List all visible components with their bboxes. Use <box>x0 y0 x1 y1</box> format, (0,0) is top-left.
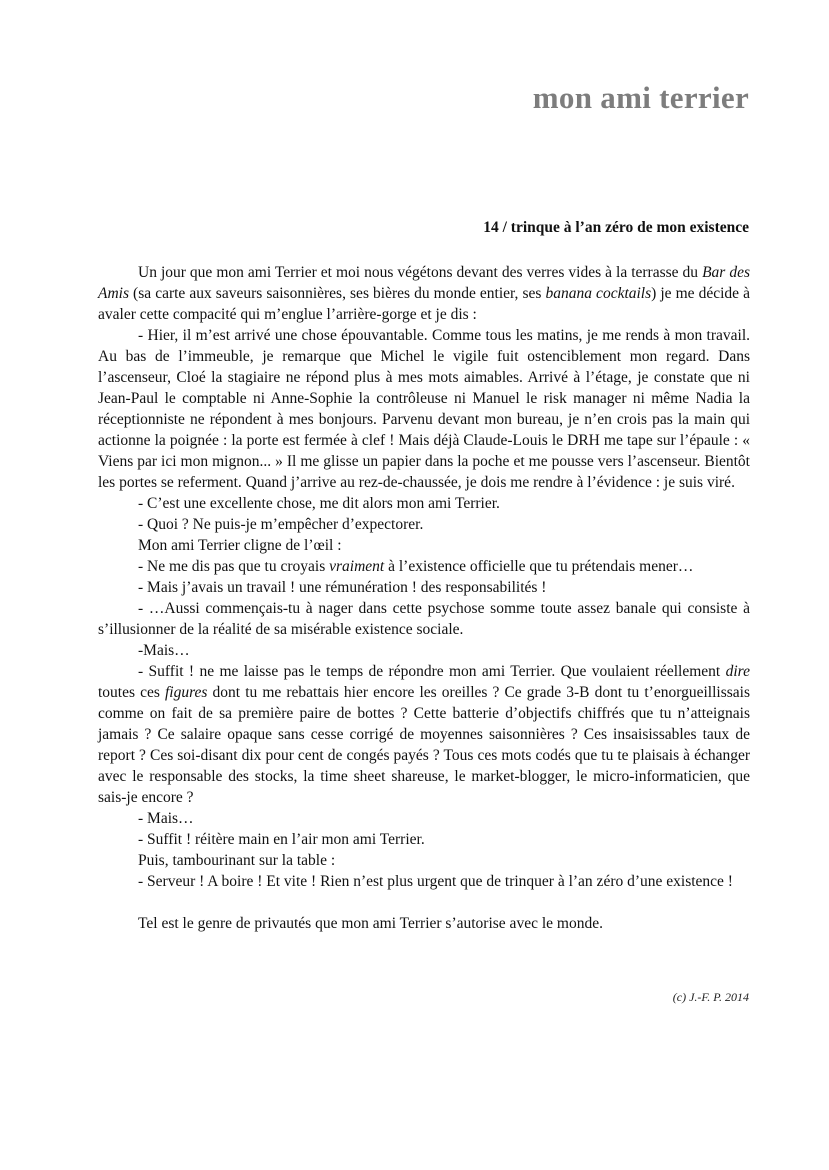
paragraph <box>98 808 750 829</box>
text-run: - Quoi ? Ne puis-je m’empêcher d’expectorer. <box>138 516 424 533</box>
text-run: (sa carte aux saveurs saisonnières, ses bières du monde entier, ses <box>129 285 546 302</box>
italic-text: vraiment <box>329 558 385 575</box>
paragraph <box>98 598 750 640</box>
paragraph <box>98 640 750 661</box>
italic-text: banana cocktails <box>545 285 652 302</box>
text-run: toutes ces <box>98 684 165 701</box>
body-text <box>98 262 750 934</box>
paragraph <box>98 262 750 325</box>
text-run: - Ne me dis pas que tu croyais <box>138 558 330 575</box>
text-run: Mon ami Terrier cligne de l’œil : <box>138 537 342 554</box>
paragraph <box>98 661 750 808</box>
paragraph <box>98 577 750 598</box>
text-run: Tel est le genre de privautés que mon ami Terrier s’autorise avec le monde. <box>138 915 603 932</box>
paragraph <box>98 535 750 556</box>
paragraph <box>98 850 750 871</box>
paragraph <box>98 514 750 535</box>
italic-text: dire <box>725 663 750 680</box>
signature: (c) J.-F. P. 2014 <box>672 990 749 1004</box>
paragraph <box>98 913 750 934</box>
text-run: - Hier, il m’est arrivé une chose épouvantable. Comme tous les matins, je me rends à mon travail. Au bas de l’immeuble, je remarque que Michel le vigile fuit ostenciblement mon regard. Dans l’ascenseur, Cloé la stagiaire ne répond plus à mes mots aimables. Arrivé à l’étage, je constate que ni Jean-Paul le comptable ni Anne-Sophie la contrôleuse ni Manuel le risk manager ni même Nadia la réceptionniste ne répondent à mes bonjours. Parvenu devant mon bureau, je n’en crois pas la main qui actionne la poignée : la porte est fermée à clef ! Mais déjà Claude-Louis le DRH me tape sur l’épaule : « Viens par ici mon mignon... » Il me glisse un papier dans la poche et me pousse vers l’ascenseur. Bientôt les portes se referment. Quand j’arrive au rez-de-chaussée, je dois me rendre à l’évidence : je suis viré. <box>98 327 750 491</box>
text-run: - C’est une excellente chose, me dit alors mon ami Terrier. <box>138 495 500 512</box>
italic-text: Bar des Amis <box>98 264 750 302</box>
text-run: Puis, tambourinant sur la table : <box>138 852 336 869</box>
paragraph <box>98 493 750 514</box>
paragraph <box>98 325 750 493</box>
series-title: mon ami terrier <box>532 80 749 115</box>
text-run: Un jour que mon ami Terrier et moi nous végétons devant des verres vides à la terrasse du <box>138 264 703 281</box>
paragraph <box>98 829 750 850</box>
text-run: - …Aussi commençais-tu à nager dans cette psychose somme toute assez banale qui consiste à s’illusionner de la réalité de sa misérable existence sociale. <box>98 600 750 638</box>
italic-text: figures <box>164 684 208 701</box>
text-run: ) je me décide à avaler cette compacité qui m’englue l’arrière-gorge et je dis : <box>98 285 750 323</box>
text-run: dont tu me rebattais hier encore les oreilles ? Ce grade 3-B dont tu t’enorgueillissais comme on fait de sa première paire de bottes ? Cette batterie d’objectifs chiffrés que tu n’atteignais jamais ? Ce salaire opaque sans cesse corrigé de moyennes saisonnières ? Ces insaisissables taux de report ? Ces soi-disant dix pour cent de congés payés ? Tous ces mots codés que tu te plaisais à échanger avec le responsable des stocks, la time sheet shareuse, le market-blogger, le micro-informaticien, que sais-je encore ? <box>98 684 750 806</box>
text-run: - Mais j’avais un travail ! une rémunération ! des responsabilités ! <box>138 579 547 596</box>
paragraph <box>98 871 750 892</box>
text-run: - Suffit ! ne me laisse pas le temps de répondre mon ami Terrier. Que voulaient réellement <box>138 663 726 680</box>
chapter-title: 14 / trinque à l’an zéro de mon existence <box>483 219 749 236</box>
text-run: - Serveur ! A boire ! Et vite ! Rien n’est plus urgent que de trinquer à l’an zéro d’une existence ! <box>138 873 733 890</box>
paragraph <box>98 556 750 577</box>
text-run: -Mais… <box>138 642 190 659</box>
text-run: - Suffit ! réitère main en l’air mon ami Terrier. <box>138 831 425 848</box>
text-run: à l’existence officielle que tu prétendais mener… <box>384 558 694 575</box>
text-run: - Mais… <box>138 810 194 827</box>
